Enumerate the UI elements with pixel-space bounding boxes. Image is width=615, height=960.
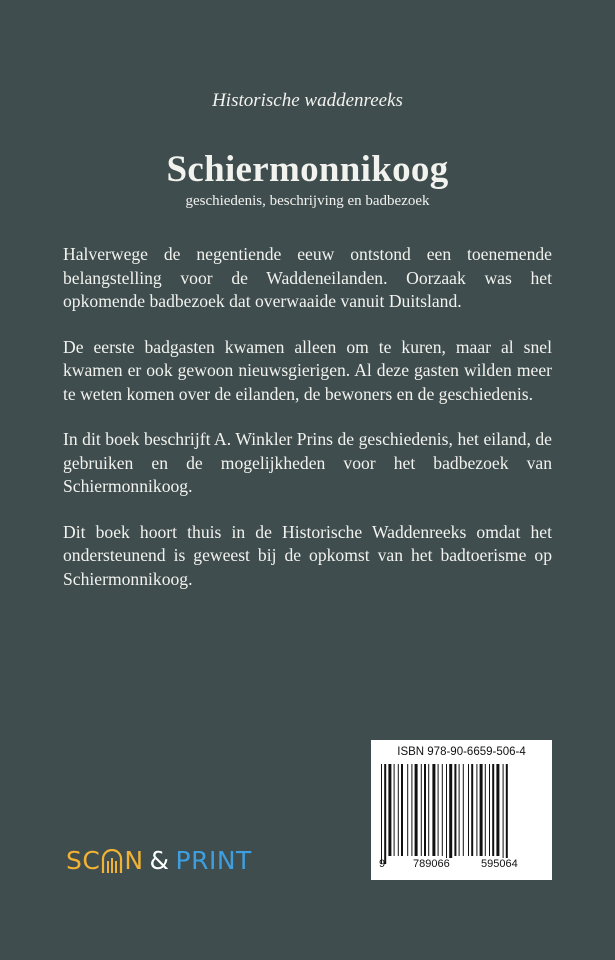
barcode-digit-lead: 9 xyxy=(379,858,386,870)
barcode-digits-right: 595064 xyxy=(475,858,524,870)
blurb-paragraph-3: In dit boek beschrijft A. Winkler Prins de geschiedenis, het eiland, de gebruiken en de mogelijkheden voor het badbezoek van Schiermonnikoog. xyxy=(63,429,552,496)
blurb xyxy=(63,243,552,613)
book-subtitle: geschiedenis, beschrijving en badbezoek xyxy=(185,193,430,209)
blurb-paragraph-1: Halverwege de negentiende eeuw ontstond een toenemende belangstelling voor de Waddeneilanden. Oorzaak was het opkomende badbezoek dat overwaaide vanuit Duitsland. xyxy=(63,244,552,311)
barcode xyxy=(371,740,552,880)
blurb-paragraph-2: De eerste badgasten kwamen alleen om te kuren, maar al snel kwamen er ook gewoon nieuwsgierigen. Al deze gasten wilden meer te weten komen over de eilanden, de bewoners en de geschiedenis. xyxy=(63,336,552,404)
barcode-bars xyxy=(379,764,544,872)
isbn-label: ISBN 978-90-6659-506-4 xyxy=(397,746,526,758)
series-name: Historische waddenreeks xyxy=(212,90,403,111)
barcode-bars-graphic xyxy=(379,764,544,864)
barcode-digits-left: 789066 xyxy=(407,858,456,870)
logo-text-print: PRINT xyxy=(175,846,252,875)
logo-text-sc: SC xyxy=(66,846,101,875)
publisher-logo xyxy=(66,846,252,875)
blurb-paragraph-4: Dit boek hoort thuis in de Historische Waddenreeks omdat het ondersteunend is geweest bij de opkomst van het badtoerisme op Schiermonnikoog. xyxy=(63,521,552,589)
book-arch-icon xyxy=(101,849,123,873)
logo-ampersand: & xyxy=(149,846,170,875)
book-title: Schiermonnikoog xyxy=(166,149,449,190)
logo-text-n: N xyxy=(124,846,144,875)
